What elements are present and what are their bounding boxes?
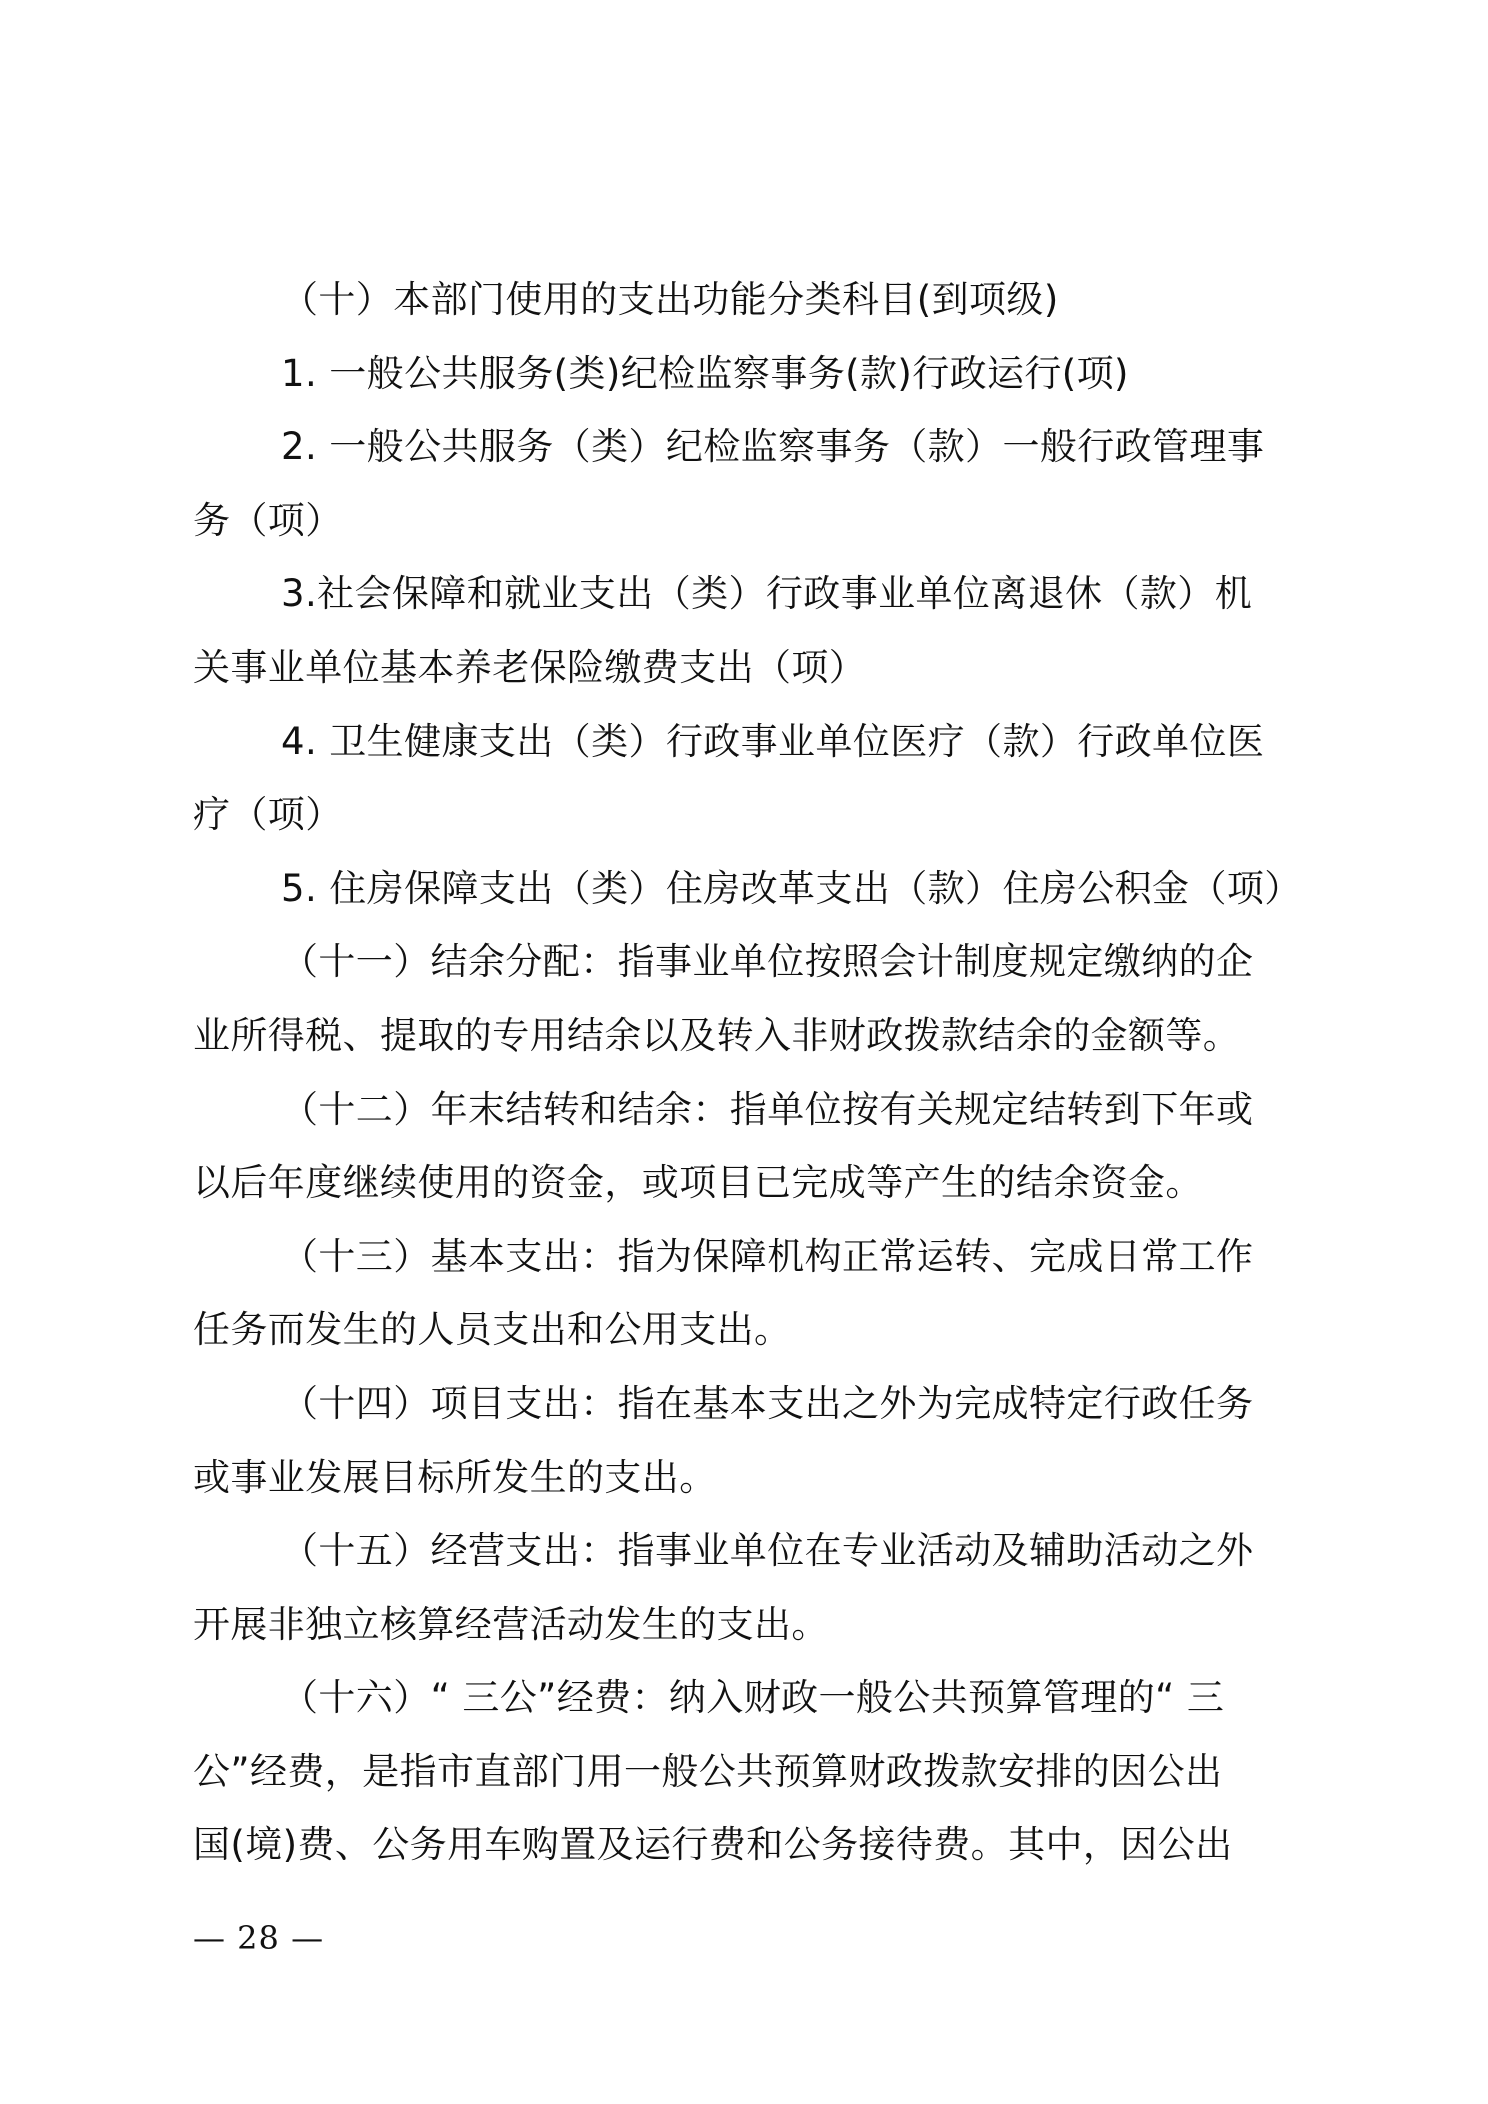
list-item-3: 3.社会保障和就业支出（类）行政事业单位离退休（款）机: [281, 572, 1253, 616]
paragraph-13-continued: 任务而发生的人员支出和公用支出。: [193, 1308, 792, 1352]
paragraph-14-continued: 或事业发展目标所发生的支出。: [193, 1455, 717, 1499]
paragraph-11-continued: 业所得税、提取的专用结余以及转入非财政拨款结余的金额等。: [193, 1013, 1241, 1057]
list-item-3-continued: 关事业单位基本养老保险缴费支出（项）: [193, 645, 867, 689]
paragraph-15: （十五）经营支出：指事业单位在专业活动及辅助活动之外: [281, 1529, 1254, 1573]
paragraph-15-continued: 开展非独立核算经营活动发生的支出。: [193, 1602, 829, 1646]
paragraph-11: （十一）结余分配：指事业单位按照会计制度规定缴纳的企: [281, 940, 1254, 984]
list-item-1: 1. 一般公共服务(类)纪检监察事务(款)行政运行(项): [281, 351, 1129, 395]
paragraph-14: （十四）项目支出：指在基本支出之外为完成特定行政任务: [281, 1381, 1254, 1425]
page-number: — 28 —: [193, 1919, 325, 1957]
paragraph-12-continued: 以后年度继续使用的资金，或项目已完成等产生的结余资金。: [193, 1161, 1203, 1205]
paragraph-13: （十三）基本支出：指为保障机构正常运转、完成日常工作: [281, 1234, 1254, 1278]
paragraph-12: （十二）年末结转和结余：指单位按有关规定结转到下年或: [281, 1087, 1254, 1131]
list-item-4: 4. 卫生健康支出（类）行政事业单位医疗（款）行政单位医: [281, 719, 1265, 763]
paragraph-16-continued: 公”经费，是指市直部门用一般公共预算财政拨款安排的因公出: [193, 1749, 1223, 1793]
list-item-5: 5. 住房保障支出（类）住房改革支出（款）住房公积金（项）: [281, 866, 1302, 910]
paragraph-16: （十六）“ 三公”经费：纳入财政一般公共预算管理的“ 三: [281, 1676, 1225, 1720]
list-item-2: 2. 一般公共服务（类）纪检监察事务（款）一般行政管理事: [281, 425, 1265, 469]
paragraph-16-continued: 国(境)费、公务用车购置及运行费和公务接待费。其中，因公出: [193, 1823, 1233, 1867]
section-heading-10: （十）本部门使用的支出功能分类科目(到项级): [281, 278, 1059, 321]
list-item-4-continued: 疗（项）: [193, 793, 343, 837]
body-text: [193, 263, 1303, 1882]
list-item-2-continued: 务（项）: [193, 498, 343, 542]
